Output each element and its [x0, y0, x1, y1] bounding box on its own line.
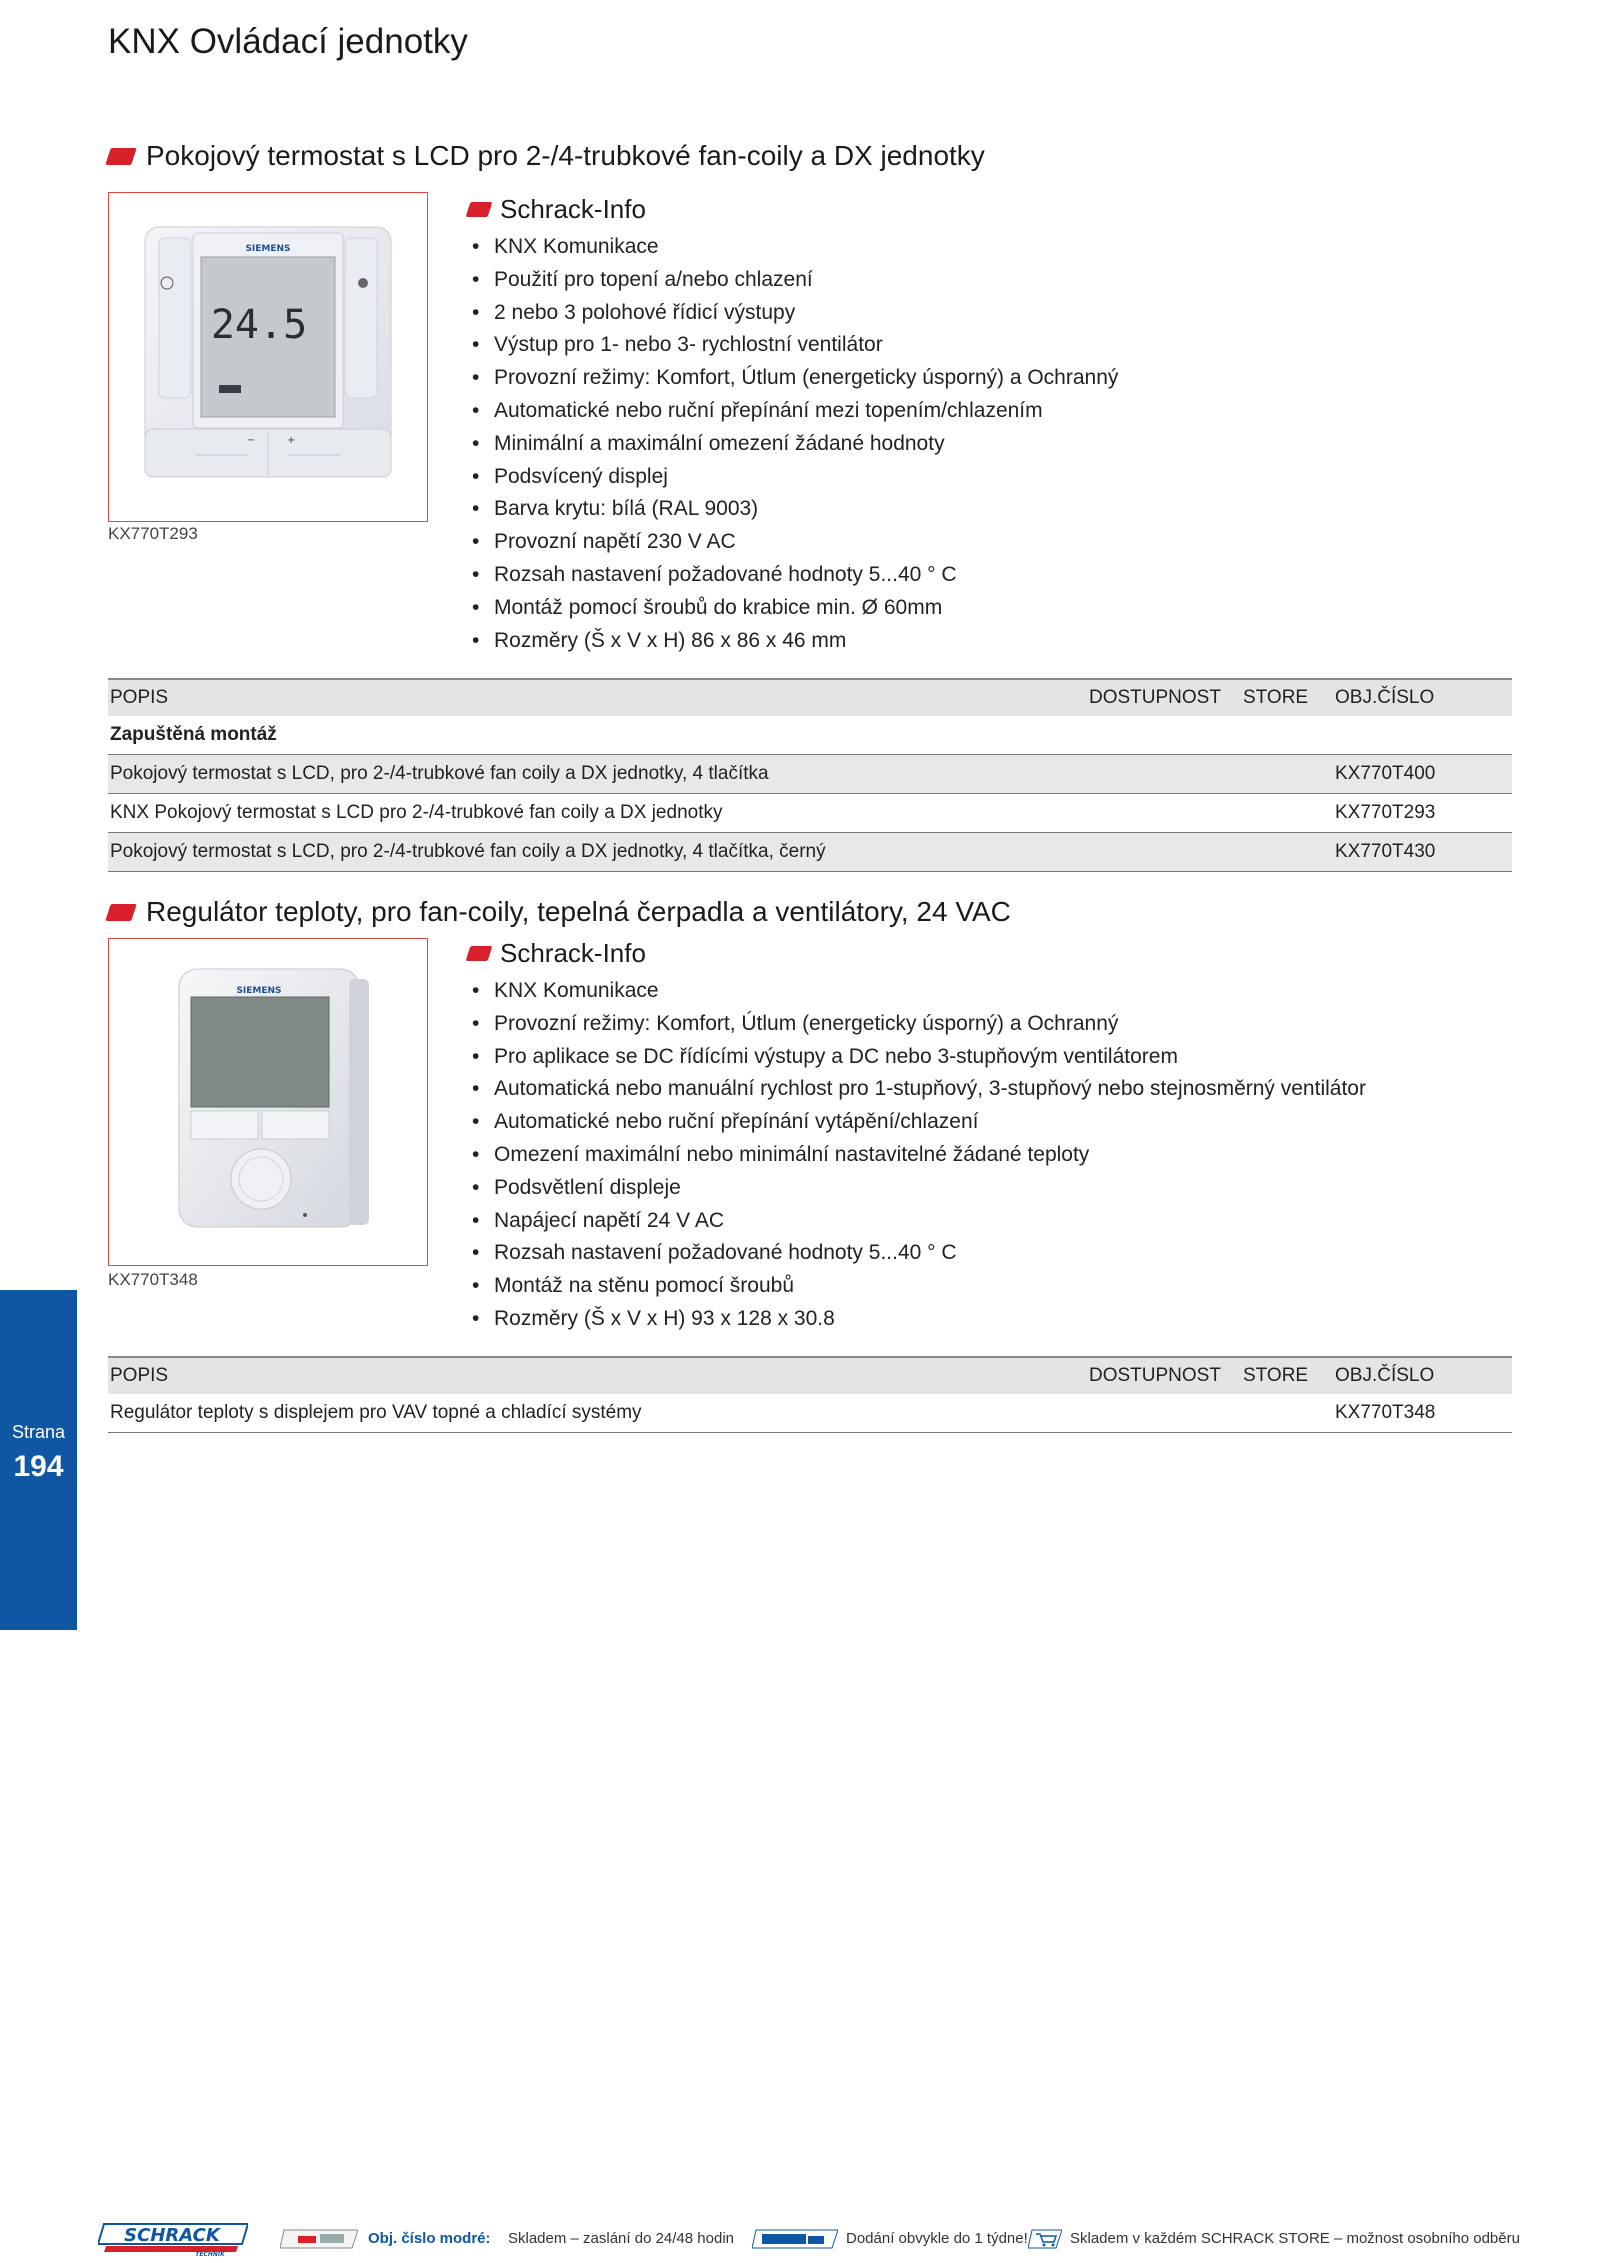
product-table	[108, 678, 1512, 872]
list-item: • Podsvícený displej	[494, 461, 1118, 494]
list-item: • KNX Komunikace	[494, 231, 1118, 264]
section-heading	[108, 140, 985, 172]
list-item: • 2 nebo 3 polohové řídicí výstupy	[494, 297, 1118, 330]
legend-text-3: Skladem v každém SCHRACK STORE – možnost osobního odběru	[1070, 2230, 1520, 2247]
col-dostupnost: DOSTUPNOST	[1089, 687, 1221, 708]
list-item: • Provozní režimy: Komfort, Útlum (energeticky úsporný) a Ochranný	[494, 362, 1118, 395]
legend-label: Obj. číslo modré:	[368, 2230, 491, 2247]
list-item: • Rozsah nastavení požadované hodnoty 5...40 ° C	[494, 559, 1118, 592]
table-group-row: Zapuštěná montáž	[108, 716, 1512, 755]
order-code: KX770T400	[1335, 763, 1436, 784]
list-item: • Napájecí napětí 24 V AC	[494, 1205, 1366, 1238]
red-marker-icon	[466, 202, 493, 217]
col-dostupnost: DOSTUPNOST	[1089, 1365, 1221, 1386]
red-marker-icon	[105, 148, 137, 165]
page-label: Strana	[11, 1422, 66, 1442]
product-table	[108, 1356, 1512, 1433]
svg-text:SIEMENS: SIEMENS	[236, 986, 282, 996]
list-item: • Rozměry (Š x V x H) 86 x 86 x 46 mm	[494, 625, 1118, 658]
image-caption: KX770T293	[108, 524, 198, 543]
col-store: STORE	[1243, 1365, 1309, 1386]
order-code: KX770T348	[1335, 1402, 1436, 1423]
product-section-2	[108, 896, 1512, 1456]
list-item: • Pro aplikace se DC řídícími výstupy a DC nebo 3-stupňovým ventilátorem	[494, 1041, 1366, 1074]
legend-text-1: Skladem – zaslání do 24/48 hodin	[508, 2230, 734, 2247]
table-header	[108, 1356, 1512, 1394]
list-item: • Provozní režimy: Komfort, Útlum (energeticky úsporný) a Ochranný	[494, 1008, 1366, 1041]
svg-text:TECHNIK: TECHNIK	[195, 2251, 225, 2256]
footer-legend	[98, 2226, 1518, 2256]
col-obj: OBJ.ČÍSLO	[1335, 687, 1435, 708]
list-item: • Provozní napětí 230 V AC	[494, 526, 1118, 559]
col-popis: POPIS	[110, 1365, 169, 1386]
image-caption: KX770T348	[108, 1270, 198, 1289]
list-item: • Automatické nebo ruční přepínání vytápění/chlazení	[494, 1106, 1366, 1139]
info-title: Schrack-Info	[500, 938, 646, 968]
svg-text:SIEMENS: SIEMENS	[245, 244, 291, 254]
page-number: 194	[13, 1450, 64, 1483]
order-code: KX770T293	[1335, 802, 1436, 823]
list-item: • Podsvětlení displeje	[494, 1172, 1366, 1205]
product-section-1	[108, 140, 1512, 880]
section-heading	[108, 896, 1011, 928]
list-item: • Výstup pro 1- nebo 3- rychlostní ventilátor	[494, 329, 1118, 362]
list-item: • KNX Komunikace	[494, 975, 1366, 1008]
list-item: • Barva krytu: bílá (RAL 9003)	[494, 493, 1118, 526]
col-obj: OBJ.ČÍSLO	[1335, 1365, 1435, 1386]
thermostat-lcd-icon	[109, 193, 426, 520]
shipping-box-icon	[280, 2228, 358, 2254]
table-row: Regulátor teploty s displejem pro VAV topné a chladící systémy KX770T348	[108, 1394, 1512, 1433]
feature-list	[468, 231, 1118, 657]
table-row: Pokojový termostat s LCD, pro 2-/4-trubkové fan coily a DX jednotky, 4 tlačítka KX770T400	[108, 755, 1512, 794]
product-image	[108, 192, 428, 522]
list-item: • Automatická nebo manuální rychlost pro 1-stupňový, 3-stupňový nebo stejnosměrný ventilátor	[494, 1073, 1366, 1106]
list-item: • Použití pro topení a/nebo chlazení	[494, 264, 1118, 297]
legend-text-2: Dodání obvykle do 1 týdne!	[846, 2230, 1028, 2247]
schrack-info	[468, 938, 1366, 1336]
svg-text:24.5: 24.5	[210, 302, 308, 348]
feature-list	[468, 975, 1366, 1336]
red-marker-icon	[466, 946, 493, 961]
product-image	[108, 938, 428, 1266]
page-title: KNX Ovládací jednotky	[108, 22, 468, 61]
section-title: Pokojový termostat s LCD pro 2-/4-trubkové fan-coily a DX jednotky	[146, 140, 985, 171]
page-number-tab	[0, 1290, 77, 1630]
order-code: KX770T430	[1335, 841, 1436, 862]
red-marker-icon	[105, 904, 137, 921]
list-item: • Rozměry (Š x V x H) 93 x 128 x 30.8	[494, 1303, 1366, 1336]
svg-text:+: +	[287, 435, 296, 446]
schrack-logo	[98, 2222, 248, 2260]
list-item: • Automatické nebo ruční přepínání mezi topením/chlazením	[494, 395, 1118, 428]
truck-icon	[752, 2228, 838, 2254]
thermostat-dial-icon	[109, 939, 426, 1264]
list-item: • Rozsah nastavení požadované hodnoty 5...40 ° C	[494, 1237, 1366, 1270]
list-item: • Minimální a maximální omezení žádané hodnoty	[494, 428, 1118, 461]
list-item: • Omezení maximální nebo minimální nastavitelné žádané teploty	[494, 1139, 1366, 1172]
table-row: KNX Pokojový termostat s LCD pro 2-/4-trubkové fan coily a DX jednotky KX770T293	[108, 794, 1512, 833]
table-row: Pokojový termostat s LCD, pro 2-/4-trubkové fan coily a DX jednotky, 4 tlačítka, černý KX770T430	[108, 833, 1512, 872]
table-header	[108, 678, 1512, 716]
list-item: • Montáž pomocí šroubů do krabice min. Ø 60mm	[494, 592, 1118, 625]
list-item: • Montáž na stěnu pomocí šroubů	[494, 1270, 1366, 1303]
schrack-info	[468, 194, 1118, 657]
info-title: Schrack-Info	[500, 194, 646, 224]
section-title: Regulátor teploty, pro fan-coily, tepelná čerpadla a ventilátory, 24 VAC	[146, 896, 1011, 927]
svg-text:SCHRACK: SCHRACK	[124, 2225, 220, 2246]
col-store: STORE	[1243, 687, 1309, 708]
svg-text:−: −	[247, 435, 256, 446]
col-popis: POPIS	[110, 687, 169, 708]
shopping-cart-icon	[1028, 2228, 1062, 2254]
